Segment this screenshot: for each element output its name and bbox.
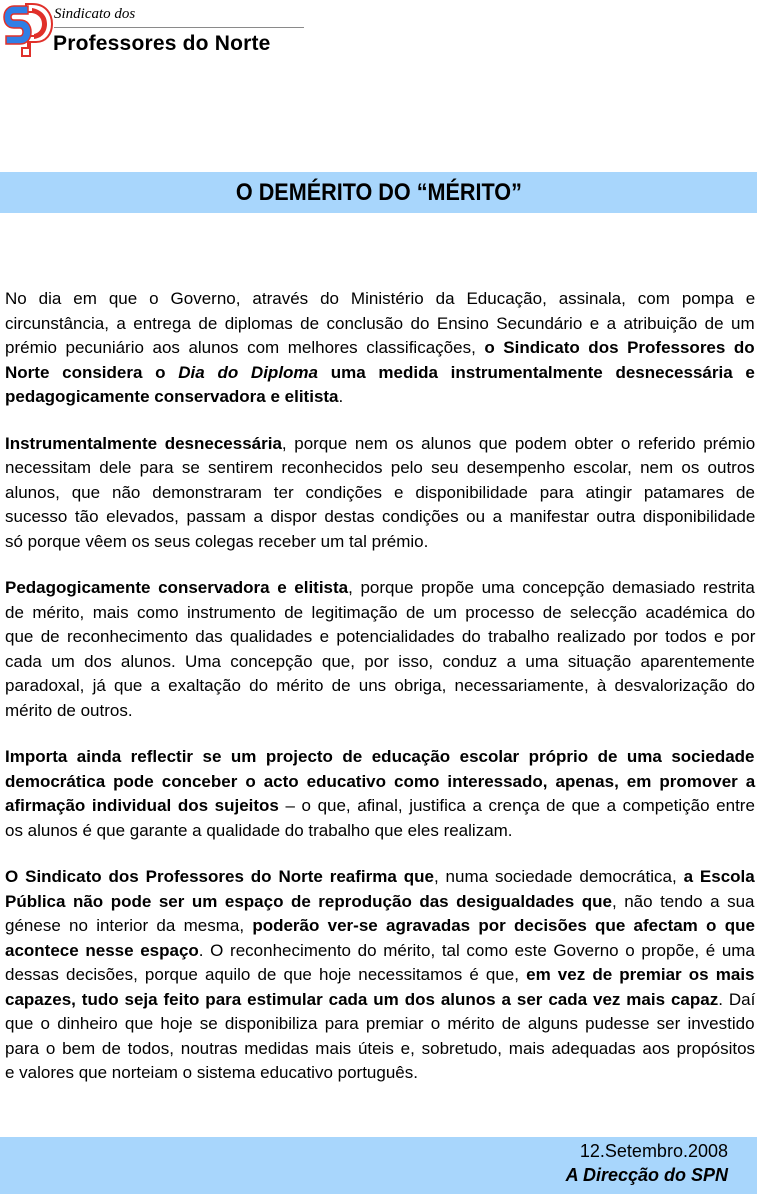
text-line: [5, 890, 755, 915]
text-line: [5, 1012, 755, 1037]
paragraph: [5, 865, 755, 1086]
emphasis-text: a Escola: [683, 867, 755, 886]
paragraph: [5, 576, 755, 723]
text-line: [5, 625, 755, 650]
body-text: mérito de outros.: [5, 700, 133, 720]
paragraph: [5, 432, 755, 555]
emphasis-text: Pedagogicamente conservadora e elitista: [5, 578, 349, 597]
body-text: , porque propõe uma concepção demasiado restrita: [348, 578, 755, 597]
article-body: [5, 287, 755, 1108]
text-line: [5, 287, 755, 312]
body-text: .: [338, 387, 344, 406]
body-text: alunos, que não demonstraram ter condições e disponibilidade para atingir patamares de: [5, 482, 755, 502]
body-text: , porque nem os alunos que podem obter o referido prémio: [281, 433, 756, 453]
body-text: para o bem de todos, noutras medidas mais úteis e, sobretudo, mais adequadas aos propósitos: [5, 1038, 756, 1058]
body-text: dessas decisões, porque aquilo de que hoje necessitamos é que,: [5, 965, 527, 984]
text-line: [5, 674, 755, 699]
emphasis-text: o Sindicato dos Professores do: [484, 338, 755, 357]
text-line: [5, 699, 755, 724]
body-text: No dia em que o Governo, através do Ministério da Educação, assinala, com pompa e: [5, 289, 756, 308]
body-text: sucesso tão elevados, passam a dispor destas condições ou a manifestar outra disponibilidade: [5, 507, 756, 526]
text-line: [5, 432, 755, 457]
paragraph: [5, 745, 755, 843]
body-text: , numa sociedade democrática,: [433, 867, 684, 886]
footer-banner: [0, 1137, 757, 1194]
footer-date: 12.Setembro.2008: [579, 1141, 728, 1161]
text-line: [5, 914, 755, 939]
page-title: O DEMÉRITO DO “MÉRITO”: [235, 178, 522, 206]
body-text: os alunos é que garante a qualidade do trabalho que eles realizam.: [5, 820, 513, 840]
emphasis-text: Pública não pode ser um espaço de reprodução das desigualdades que: [5, 891, 612, 911]
paragraph: [5, 287, 755, 410]
emphasis-text: O Sindicato dos Professores do Norte reafirma que: [5, 867, 434, 886]
text-line: [5, 481, 755, 506]
text-line: [5, 988, 755, 1013]
text-line: [5, 505, 755, 530]
emphasis-text: Dia do Diploma: [178, 362, 318, 382]
emphasis-text: Norte considera o: [5, 362, 179, 382]
body-text: génese no interior da mesma,: [5, 916, 253, 935]
text-line: [5, 939, 755, 964]
emphasis-text: em vez de premiar os mais: [526, 965, 755, 984]
text-line: [5, 530, 755, 555]
text-line: [5, 745, 755, 770]
text-line: [5, 601, 755, 626]
emphasis-text: uma medida instrumentalmente desnecessária e: [318, 362, 755, 382]
body-text: prémio pecuniário aos alunos com melhores classificações,: [5, 338, 485, 357]
text-line: [5, 650, 755, 675]
text-line: [5, 865, 755, 890]
text-line: [5, 361, 755, 386]
text-line: [5, 794, 755, 819]
emphasis-text: Importa ainda reflectir se um projecto de educação escolar próprio de uma sociedade: [5, 747, 755, 766]
body-text: cada um dos alunos. Uma concepção que, por isso, conduz a uma situação aparentemente: [5, 651, 755, 671]
text-line: [5, 576, 755, 601]
emphasis-text: democrática pode conceber o acto educativo como interessado, apenas, em promover a: [5, 771, 756, 791]
body-text: . Daí: [718, 989, 756, 1009]
body-text: que o dinheiro que hoje se disponibiliza para premiar o mérito de alguns pudesse ser investido: [5, 1014, 755, 1033]
emphasis-text: pedagogicamente conservadora e elitista: [5, 387, 339, 406]
emphasis-text: capazes, tudo seja feito para estimular cada um dos alunos a ser cada vez mais capaz: [5, 989, 719, 1009]
text-line: [5, 963, 755, 988]
text-line: [5, 770, 755, 795]
emphasis-text: Instrumentalmente desnecessária: [5, 433, 282, 453]
body-text: circunstância, a entrega de diplomas de conclusão do Ensino Secundário e a atribuição de um: [5, 313, 755, 333]
body-text: que de reconhecimento das qualidades e potencialidades do trabalho realizado por todos e por: [5, 627, 756, 646]
body-text: só porque vêem os seus colegas receber um tal prémio.: [5, 531, 429, 551]
text-line: [5, 819, 755, 844]
text-line: [5, 456, 755, 481]
header-divider: [54, 27, 304, 28]
text-line: [5, 1037, 755, 1062]
org-name-line2: Professores do Norte: [53, 32, 271, 55]
text-line: [5, 312, 755, 337]
emphasis-text: afirmação individual dos sujeitos: [5, 796, 279, 815]
body-text: de mérito, mais como instrumento de legitimação de um processo de selecção académica do: [5, 602, 756, 622]
body-text: necessitam dele para se sentirem reconhecidos pelo seu desempenho escolar, nem os outros: [5, 458, 755, 477]
text-line: [5, 385, 755, 410]
spn-logo-icon: [2, 2, 54, 58]
emphasis-text: acontece nesse espaço: [5, 940, 199, 960]
emphasis-text: poderão ver-se agravadas por decisões que afectam o que: [252, 916, 755, 935]
body-text: . O reconhecimento do mérito, tal como este Governo o propõe, é uma: [198, 940, 755, 960]
body-text: paradoxal, já que a exaltação do mérito de uns obriga, necessariamente, à desvalorização do: [5, 676, 755, 695]
body-text: – o que, afinal, justifica a crença de que a competição entre: [278, 796, 755, 815]
body-text: e valores que norteiam o sistema educativo português.: [5, 1063, 418, 1082]
title-banner: [0, 172, 757, 213]
footer-signature: A Direcção do SPN: [565, 1165, 728, 1185]
org-name-line1: Sindicato dos: [54, 6, 136, 22]
body-text: , não tendo a sua: [611, 891, 755, 911]
text-line: [5, 1061, 755, 1086]
text-line: [5, 336, 755, 361]
